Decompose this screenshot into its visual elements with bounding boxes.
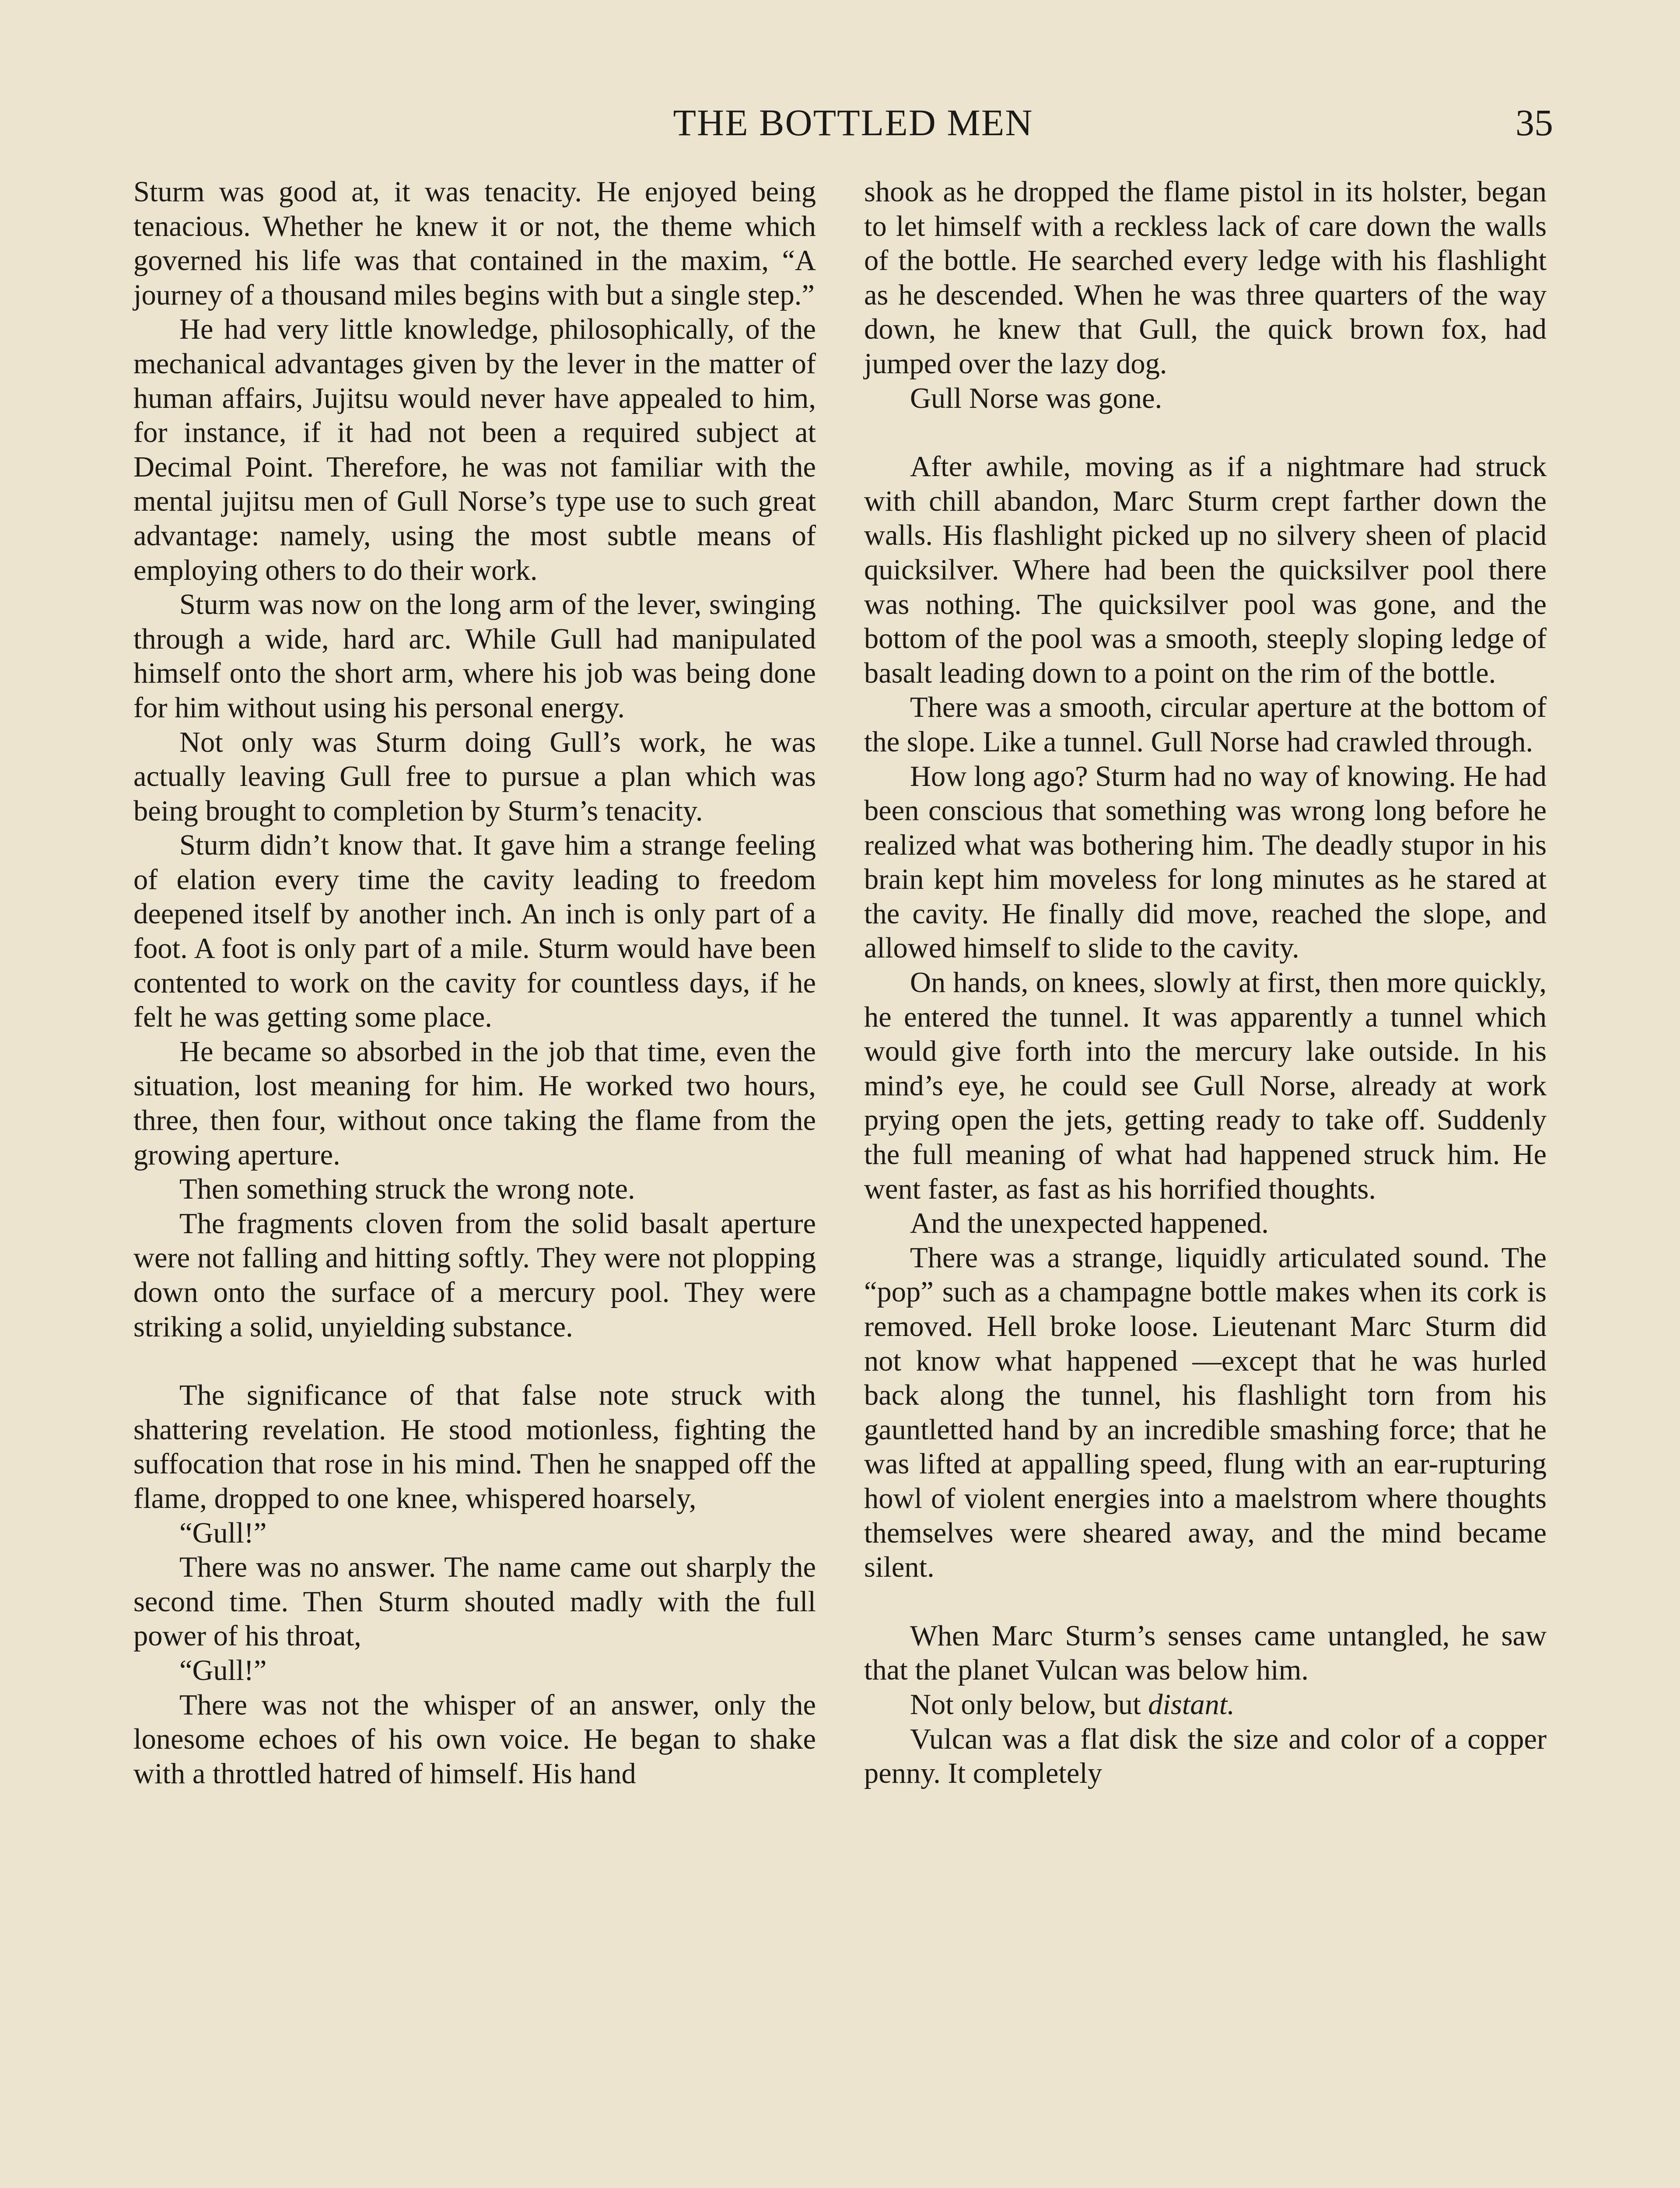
paragraph-text: Not only below, but (910, 1688, 1148, 1721)
left-text-column (133, 175, 816, 1791)
paragraph: There was a strange, liquidly articulated sound. The “pop” such as a champagne bottle makes when its cork is removed. Hell broke loose. Lieutenant Marc Sturm did not know what happened —except that he was hurled back along the tunnel, his flashlight torn from his gauntletted hand by an incredible smashing force; that he was lifted at appalling speed, flung with an ear-rupturing howl of violent energies into a maelstrom where thoughts themselves were sheared away, and the mind became silent. (864, 1241, 1547, 1584)
paragraph: When Marc Sturm’s senses came untangled, he saw that the planet Vulcan was below him. (864, 1620, 1547, 1687)
paragraph (864, 1688, 1547, 1722)
paragraph: How long ago? Sturm had no way of knowing. He had been conscious that something was wrong long before he realized what was bothering him. The deadly stupor in his brain kept him moveless for long minutes as he stared at the cavity. He finally did move, reached the slope, and allowed himself to slide to the cavity. (864, 760, 1547, 964)
running-header-title: THE BOTTLED MEN (673, 102, 1033, 144)
paragraph: There was no answer. The name came out sharply the second time. Then Sturm shouted madly with the full power of his throat, (133, 1551, 816, 1652)
paragraph: Then something struck the wrong note. (179, 1173, 635, 1206)
italic-word: distant. (1148, 1688, 1235, 1721)
paragraph: And the unexpected happened. (910, 1207, 1269, 1240)
dialogue-line: “Gull!” (179, 1654, 267, 1687)
paragraph: After awhile, moving as if a nightmare had struck with chill abandon, Marc Sturm crept farther down the walls. His flashlight picked up no silvery sheen of placid quicksilver. Where had been the quicksilver pool there was nothing. The quicksilver pool was gone, and the bottom of the pool was a smooth, steeply sloping ledge of basalt leading down to a point on the rim of the bottle. (864, 451, 1547, 689)
paragraph: Sturm was good at, it was tenacity. He enjoyed being tenacious. Whether he knew it or not, the theme which governed his life was that contained in the maxim, “A journey of a thousand miles begins with but a single step.” (133, 176, 816, 311)
paragraph: There was a smooth, circular aperture at the bottom of the slope. Like a tunnel. Gull Norse had crawled through. (864, 691, 1547, 758)
paragraph: He had very little knowledge, philosophically, of the mechanical advantages given by the lever in the matter of human affairs, Jujitsu would never have appealed to him, for instance, if it had not been a required subject at Decimal Point. Therefore, he was not familiar with the mental jujitsu men of Gull Norse’s type use to such great advantage: namely, using the most subtle means of employing others to do their work. (133, 313, 816, 586)
paragraph: Vulcan was a flat disk the size and color of a copper penny. It completely (864, 1723, 1547, 1790)
paragraph: He became so absorbed in the job that time, even the situation, lost meaning for him. He worked two hours, three, then four, without once taking the flame from the growing aperture. (133, 1035, 816, 1171)
paragraph: Sturm was now on the long arm of the lever, swinging through a wide, hard arc. While Gull had manipulated himself onto the short arm, where his job was being done for him without using his personal energy. (133, 589, 816, 724)
paragraph: On hands, on knees, slowly at first, then more quickly, he entered the tunnel. It was apparently a tunnel which would give forth into the mercury lake outside. In his mind’s eye, he could see Gull Norse, already at work prying open the jets, getting ready to take off. Suddenly the full meaning of what had happened struck him. He went faster, as fast as his horrified thoughts. (864, 967, 1547, 1205)
paragraph: Not only was Sturm doing Gull’s work, he was actually leaving Gull free to pursue a plan which was being brought to completion by Sturm’s tenacity. (133, 726, 816, 827)
page-number: 35 (1516, 102, 1553, 144)
right-text-column (864, 175, 1547, 1791)
dialogue-line: “Gull!” (179, 1517, 267, 1549)
paragraph: Gull Norse was gone. (910, 382, 1162, 414)
paragraph: The significance of that false note struck with shattering revelation. He stood motionless, fighting the suffocation that rose in his mind. Then he snapped off the flame, dropped to one knee, whispered hoarsely, (133, 1379, 816, 1515)
paragraph: The fragments cloven from the solid basalt aperture were not falling and hitting softly. They were not plopping down onto the surface of a mercury pool. They were striking a solid, unyielding substance. (133, 1207, 816, 1343)
paragraph: shook as he dropped the flame pistol in its holster, began to let himself with a reckless lack of care down the walls of the bottle. He searched every ledge with his flashlight as he descended. When he was three quarters of the way down, he knew that Gull, the quick brown fox, had jumped over the lazy dog. (864, 176, 1547, 380)
paragraph: Sturm didn’t know that. It gave him a strange feeling of elation every time the cavity leading to freedom deepened itself by another inch. An inch is only part of a foot. A foot is only part of a mile. Sturm would have been contented to work on the cavity for countless days, if he felt he was getting some place. (133, 829, 816, 1034)
paragraph: There was not the whisper of an answer, only the lonesome echoes of his own voice. He began to shake with a throttled hatred of himself. His hand (133, 1689, 816, 1790)
